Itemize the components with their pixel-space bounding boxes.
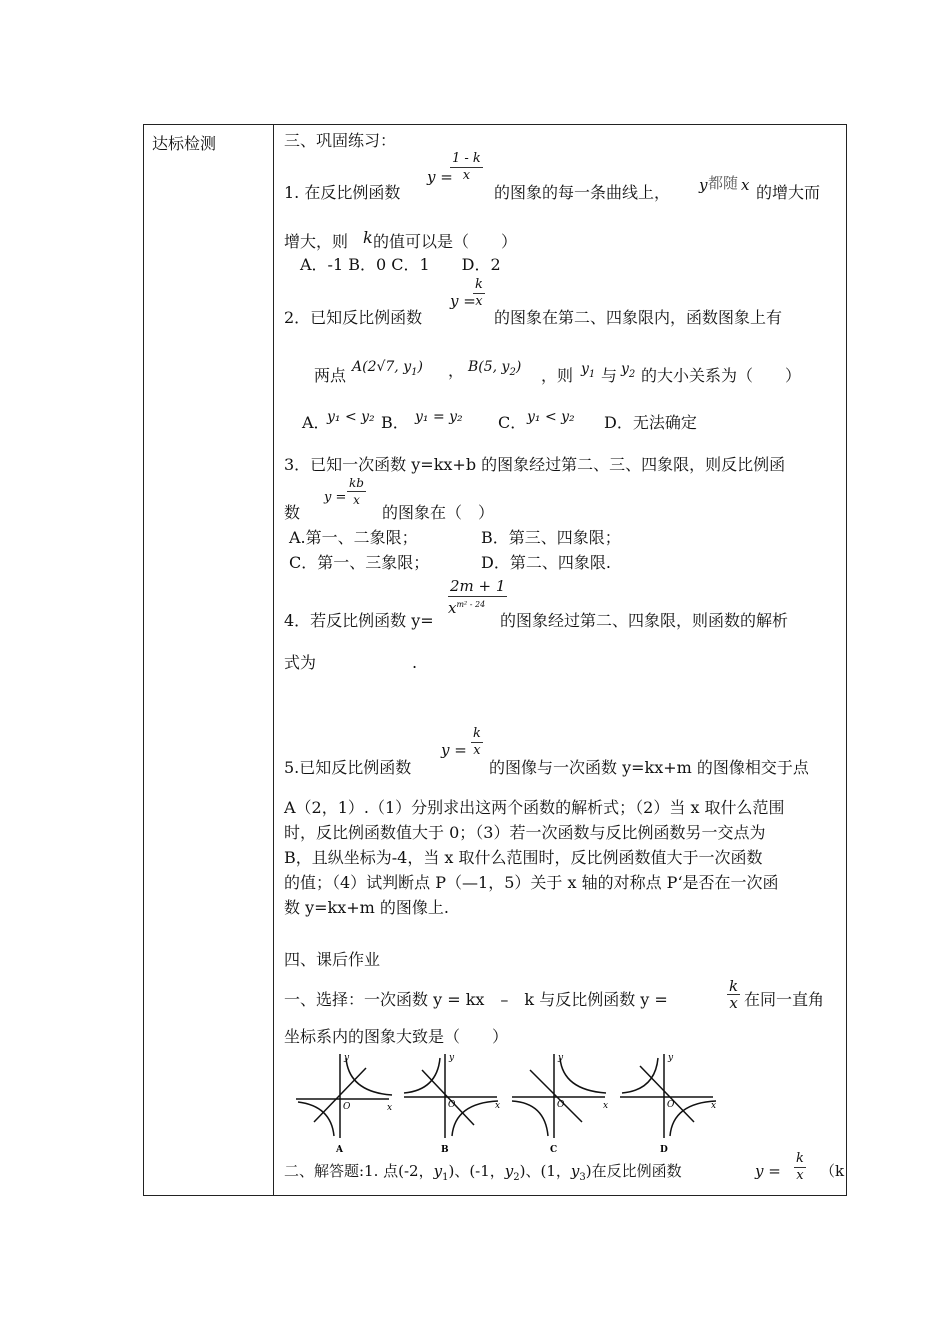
svg-text:D: D [660,1145,668,1155]
graph-b-svg [402,1050,502,1155]
q5-fraction [471,726,483,759]
svg-text:x: x [711,1101,717,1111]
q1-line2-post: 的值可以是（ ） [373,232,518,251]
column-divider [273,125,274,1195]
q5-line1-post: 的图像与一次函数 y=kx+m 的图像相交于点 [489,758,809,777]
hw2-frac-den: x [796,1168,804,1183]
q5-line2: A（2，1）.（1）分别求出这两个函数的解析式；（2）当 x 取什么范围 [284,798,785,817]
q2-opt-a-math: y₁ < y₂ [327,409,375,425]
q1-dou-sui: 都随 [708,174,739,192]
svg-text:O: O [448,1100,456,1110]
hw1-frac-den: x [729,994,738,1012]
q5-frac-lhs: y = [441,741,467,759]
q2-point-b: B(5, $y_2$) [468,359,522,378]
graph-c-svg [510,1050,610,1155]
document-table [143,124,847,1196]
graph-option-a[interactable] [294,1050,394,1155]
q2-opt-d: D．无法确定 [604,413,697,432]
graph-option-d[interactable] [618,1050,718,1155]
q3-opt-d: D．第二、四象限. [481,553,611,572]
svg-text:y: y [449,1053,455,1063]
hw1-frac-num: k [729,977,739,995]
row-label: 达标检测 [152,134,217,153]
q1-frac-num: 1 - k [452,151,481,166]
q3-opt-a: A.第一、二象限； [289,528,418,547]
svg-text:y: y [668,1053,674,1063]
q4-frac-den: $x^{m^2 - 24}$ [448,599,486,617]
q3-fraction [347,475,366,508]
q5-line6: 数 y=kx+m 的图像上. [284,898,450,917]
section3-title: 三、巩固练习： [284,131,397,150]
section4-title: 四、课后作业 [284,950,381,969]
q1-line1-pre: 1. 在反比例函数 [284,183,401,202]
q2-line1-post: 的图象在第二、四象限内，函数图象上有 [494,308,783,327]
svg-text:x: x [603,1101,609,1111]
hw2-line: 二、解答题:1. 点(-2，$y_1$)、(-1，$y_2$)、(1，$y_3$)在反比例函数 [284,1162,682,1183]
svg-text:x: x [387,1103,393,1113]
q3-line2-pre: 数 [284,503,301,522]
q2-opt-c-label: C． [498,413,527,432]
q2-fraction [473,277,485,310]
q4-line1-pre: 4．若反比例函数 y= [284,611,434,630]
q3-opt-c: C．第一、三象限； [289,553,430,572]
q1-line1-mid: 的图象的每一条曲线上， [494,183,671,202]
hw1-line2: 坐标系内的图象大致是（ ） [284,1027,509,1046]
hw2-frac-lhs: y = [755,1162,781,1180]
q1-line1-post: 的增大而 [756,183,821,202]
svg-text:O: O [343,1102,351,1112]
q2-opt-b-math: y₁ = y₂ [415,409,463,425]
hw1-line1-pre: 一、选择：一次函数 y = kx – k 与反比例函数 y = [284,990,668,1009]
q1-y-symbol: y [699,176,708,194]
q2-line2-mid: ，则 [541,366,574,385]
hw2-fraction [794,1151,806,1184]
q4-line1-post: 的图象经过第二、四象限，则函数的解析 [500,611,789,630]
svg-text:y: y [344,1053,350,1063]
q2-line2-pre: 两点 [314,366,347,385]
graph-options [294,1050,724,1155]
q2-comma: ， [448,361,465,380]
q1-k-symbol: k [363,228,373,247]
q2-point-a: A(2√7, $y_1$) [352,359,423,378]
q3-frac-lhs: y = [324,490,347,505]
svg-text:y: y [558,1053,564,1063]
svg-text:O: O [667,1100,675,1110]
q2-line2-post: 的大小关系为（ ） [641,366,802,385]
q1-fraction [450,151,483,184]
q1-frac-lhs: y = [427,168,453,186]
hw1-line1-post: 在同一直角 [744,990,825,1009]
hw2-frac-num: k [796,1151,804,1166]
graph-option-c[interactable] [510,1050,610,1155]
q2-frac-num: k [475,277,483,292]
q2-opt-a-label: A． [302,413,330,432]
q5-line4: B，且纵坐标为-4，当 x 取什么范围时，反比例函数值大于一次函数 [284,848,763,867]
q1-options: A．-1 B．0 C．1 D．2 [300,255,501,274]
q2-frac-lhs: y = [450,292,476,310]
q1-frac-den: x [462,168,471,183]
q1-x-symbol: x [741,176,750,194]
q4-line2: 式为 . [284,653,418,672]
q2-opt-b-label: B． [381,413,409,432]
hw2-post: （k [820,1162,845,1180]
q5-frac-den: x [473,743,481,758]
graph-a-svg [294,1050,394,1155]
q3-line1: 3．已知一次函数 y=kx+b 的图象经过第二、三、四象限，则反比例函 [284,455,786,474]
q1-line2-pre: 增大，则 [284,232,349,251]
q2-opt-c-math: y₁ < y₂ [527,409,575,425]
q5-frac-num: k [473,726,481,741]
q3-opt-b: B．第三、四象限； [481,528,621,547]
q4-frac-num: 2m + 1 [450,577,506,595]
q2-yu: 与 [601,366,618,385]
q3-line2-post: 的图象在（ ） [382,503,495,522]
graph-option-b[interactable] [402,1050,502,1155]
q4-fraction [448,576,507,616]
q2-y1: $y_1$ [581,361,596,380]
svg-text:A: A [336,1145,343,1155]
q5-line1-pre: 5.已知反比例函数 [284,758,412,777]
q2-frac-den: x [475,294,483,309]
q5-line5: 的值；（4）试判断点 P（—1，5）关于 x 轴的对称点 P‘是否在一次函 [284,873,779,892]
svg-text:B: B [441,1145,449,1155]
q2-y2: $y_2$ [621,361,636,380]
q5-line3: 时，反比例函数值大于 0；（3）若一次函数与反比例函数另一交点为 [284,823,766,842]
q3-frac-den: x [353,493,360,507]
svg-text:O: O [557,1100,565,1110]
q2-line1-pre: 2．已知反比例函数 [284,308,423,327]
svg-text:x: x [495,1101,501,1111]
q3-frac-num: kb [349,476,364,490]
graph-d-svg [618,1050,718,1155]
hw1-fraction [727,978,740,1011]
svg-text:C: C [550,1145,558,1155]
